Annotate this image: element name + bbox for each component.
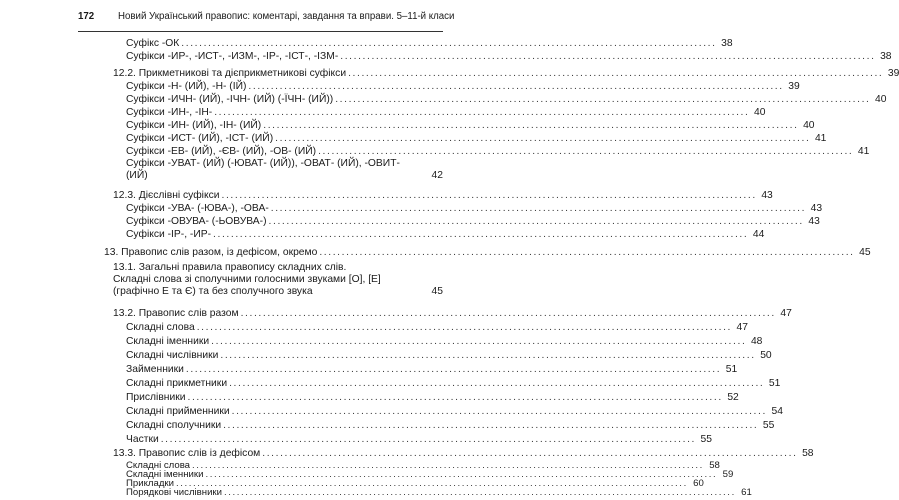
toc-dot-leader: ........................................................................................................................: [192, 460, 704, 471]
toc-entry-text: Суфікси -УВАТ- (ИЙ) (-ЮВАТ- (ИЙ)), -ОВАТ- (ИЙ), -ОВИТ- (ИЙ): [126, 158, 400, 181]
toc-dot-leader: ........................................................................................................................: [223, 420, 759, 431]
toc-entry-text: Складні прийменники: [126, 406, 230, 417]
toc-entry-page: 40: [875, 94, 887, 105]
toc-dot-leader: ........................................................................................................................: [160, 434, 697, 445]
toc-entry-page: 61: [741, 487, 752, 498]
toc-entry-page: 58: [802, 448, 814, 459]
toc-entry-page: 55: [762, 420, 775, 431]
toc-entry-text: Суфікси -ИН- (ИЙ), -ІН- (ИЙ): [126, 120, 262, 131]
toc-entry-page: 44: [752, 229, 765, 240]
toc-entry-text: 12.2. Прикметникові та дієприкметникові суфікси: [113, 68, 347, 79]
toc-entry-page: 38: [721, 38, 733, 49]
toc-entry-text: Суфікси -УВА- (-ЮВА-), -ОВА-: [126, 203, 269, 214]
toc-dot-leader: ........................................................................................................................: [263, 120, 799, 131]
toc-entry-page: 41: [857, 146, 870, 157]
toc-dot-leader: ........................................................................................................................: [340, 51, 876, 62]
toc-entry-text: Суфікси -ІР-, -ИР-: [126, 229, 212, 240]
toc-dot-leader: ........................................................................................................................: [248, 81, 784, 92]
toc-entry-page: 47: [780, 308, 792, 319]
toc-dot-leader: ........................................................................................................................: [196, 322, 733, 333]
toc-entry-page: 39: [788, 81, 800, 92]
toc-dot-leader: ........................................................................................................................: [213, 229, 749, 240]
toc-entry-page: 42: [431, 170, 443, 181]
toc-entry-page: 43: [761, 190, 773, 201]
toc-dot-leader: ........................................................................................................................: [270, 203, 807, 214]
toc-dot-leader: ........................................................................................................................: [214, 107, 750, 118]
toc-entry: [126, 486, 752, 499]
toc-entry-page: 43: [810, 203, 823, 214]
toc-dot-leader: ........................................................................................................................: [223, 487, 736, 498]
toc-entry-page: 55: [700, 434, 713, 445]
toc-entry-page: 58: [709, 460, 720, 471]
toc-entry-text: Частки: [126, 434, 159, 445]
toc-entry-page: 38: [880, 51, 892, 62]
toc-entry-text: Суфікси -ИН-, -ІН-: [126, 107, 213, 118]
running-title: Новий Український правопис: коментарі, завдання та вправи. 5–11-й класи: [118, 11, 455, 22]
toc-entry-page: 52: [727, 392, 739, 403]
toc-dot-leader: ........................................................................................................................: [187, 392, 723, 403]
toc-entry-text: Складні числівники: [126, 350, 219, 361]
toc-entry-page: 59: [722, 469, 734, 480]
toc-entry-text: Складні слова: [126, 322, 195, 333]
toc-dot-leader: ........................................................................................................................: [348, 68, 884, 79]
toc-entry-text: Складні прикметники: [126, 378, 228, 389]
toc-dot-leader: ........................................................................................................................: [205, 469, 718, 480]
toc-entry-text: Прикладки: [126, 478, 174, 489]
toc-entry-text: 13.1. Загальні правила правопису складних слів.: [113, 262, 347, 273]
toc-dot-leader: ........................................................................................................................: [211, 336, 747, 347]
toc-entry-text: Суфікси -ИСТ- (ИЙ), -ІСТ- (ИЙ): [126, 133, 274, 144]
toc-entry-text: Прислівники: [126, 392, 186, 403]
toc-entry-page: 48: [750, 336, 763, 347]
toc-entry-text: Займенники: [126, 364, 184, 375]
toc-dot-leader: ........................................................................................................................: [268, 216, 804, 227]
toc-entry-text: Суфікси -ИР-, -ИСТ-, -ИЗМ-, -ІР-, -ІСТ-, -ІЗМ-: [126, 51, 339, 62]
page-number: 172: [78, 11, 95, 22]
toc-entry-text: Складні іменники: [126, 336, 210, 347]
toc-entry-page: 45: [431, 286, 443, 297]
toc-entry-page: 51: [725, 364, 738, 375]
toc-entry-page: 40: [803, 120, 815, 131]
toc-dot-leader: ........................................................................................................................: [185, 364, 722, 375]
toc-entry-page: 60: [693, 478, 704, 489]
toc-dot-leader: ........................................................................................................................: [275, 133, 811, 144]
toc-dot-leader: ........................................................................................................................: [240, 308, 776, 319]
toc-entry-text: Порядкові числівники: [126, 487, 222, 498]
toc-entry-page: 51: [768, 378, 781, 389]
toc-entry-text: 13.2. Правопис слів разом: [113, 308, 239, 319]
toc-dot-leader: ........................................................................................................................: [319, 247, 855, 258]
toc-entry-text: Складні слова: [126, 460, 191, 471]
toc-dot-leader: ........................................................................................................................: [175, 478, 688, 489]
toc-entry-text: 12.3. Дієслівні суфікси: [113, 190, 220, 201]
toc-entry-text: Суфікс -ОК: [126, 38, 180, 49]
toc-dot-leader: ........................................................................................................................: [231, 406, 767, 417]
toc-entry-page: 43: [808, 216, 820, 227]
toc-entry-text: Суфікси -ОВУВА- (-ЬОВУВА-): [126, 216, 267, 227]
toc-dot-leader: ........................................................................................................................: [262, 448, 798, 459]
toc-entry-page: 39: [887, 68, 899, 79]
toc-entry-text: Складні іменники: [126, 469, 204, 480]
toc-entry-page: 40: [754, 107, 766, 118]
toc-dot-leader: ........................................................................................................................: [335, 94, 871, 105]
toc-entry-text: 13.3. Правопис слів із дефісом: [113, 448, 261, 459]
toc-dot-leader: ........................................................................................................................: [229, 378, 765, 389]
toc-entry-page: 54: [771, 406, 783, 417]
toc-dot-leader: ........................................................................................................................: [221, 190, 757, 201]
toc-dot-leader: ........................................................................................................................: [220, 350, 756, 361]
toc-dot-leader: ........................................................................................................................: [318, 146, 854, 157]
toc-entry-page: 45: [859, 247, 871, 258]
toc-entry-text: Суфікси -ИЧН- (ИЙ), -ІЧН- (ИЙ) (-ЇЧН- (ИЙ)): [126, 94, 334, 105]
toc-dot-leader: ........................................................................................................................: [181, 38, 717, 49]
toc-entry-page: 50: [760, 350, 772, 361]
toc-entry-text: Складні слова зі сполучними голосними звуками [О], [Е] (графічно Е та Є) та без сполучного звука: [113, 274, 381, 297]
toc-entry-text: Складні сполучники: [126, 420, 222, 431]
toc-entry-page: 41: [814, 133, 827, 144]
toc-entry-text: Суфікси -ЕВ- (ИЙ), -ЄВ- (ИЙ), -ОВ- (ИЙ): [126, 146, 317, 157]
toc-entry-text: Суфікси -Н- (ИЙ), -Н- (ІЙ): [126, 81, 247, 92]
toc-entry-page: 47: [736, 322, 749, 333]
toc-entry-text: 13. Правопис слів разом, із дефісом, окремо: [104, 247, 318, 258]
